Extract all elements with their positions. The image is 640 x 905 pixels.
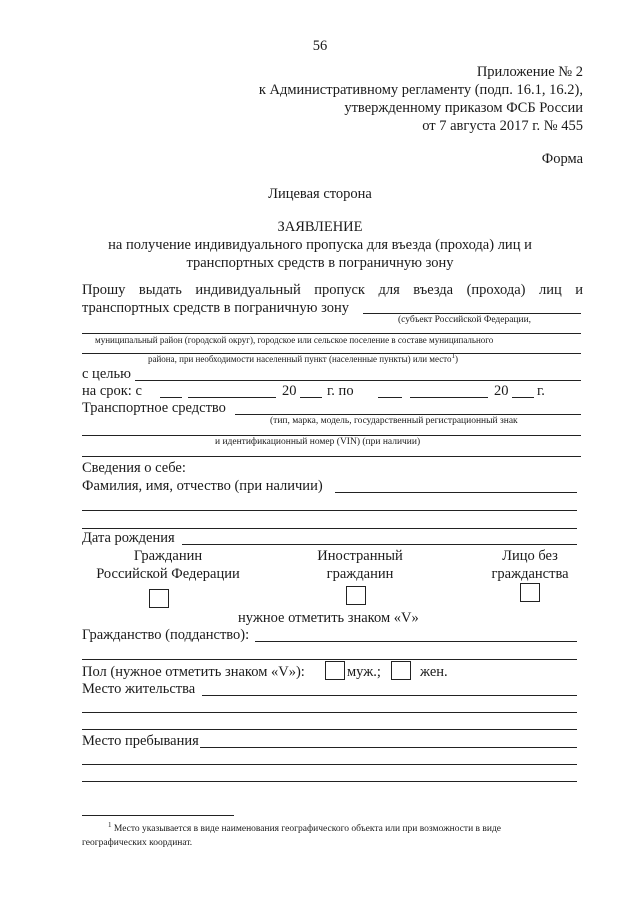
- vehicle-field[interactable]: [235, 414, 581, 415]
- footnote-line-1: $^1$ Место указывается в виде наименования географического объекта или при возможности в виде: [108, 820, 502, 834]
- term-from-year-field[interactable]: [300, 397, 322, 398]
- term-label: на срок: с: [82, 383, 142, 399]
- term-to-label: г. по: [327, 383, 354, 399]
- request-text-line-2: транспортных средств в пограничную зону: [82, 300, 350, 316]
- term-to-year-prefix: 20: [494, 383, 509, 399]
- hint-vehicle: (тип, марка, модель, государственный регистрационный знак: [270, 416, 518, 426]
- stateless-checkbox[interactable]: [520, 583, 540, 602]
- option-foreign-citizen-line-2: гражданин: [326, 566, 394, 582]
- term-to-day-field[interactable]: [378, 397, 402, 398]
- page-number: 56: [312, 38, 328, 54]
- russian-citizen-checkbox[interactable]: [149, 589, 169, 608]
- full-name-field-line-2[interactable]: [82, 510, 577, 511]
- term-from-year-prefix: 20: [282, 383, 297, 399]
- term-to-year-field[interactable]: [512, 397, 534, 398]
- vehicle-label: Транспортное средство: [82, 400, 226, 416]
- residence-field-line-3[interactable]: [82, 729, 577, 730]
- form-label: Форма: [541, 151, 583, 167]
- residence-field-line-2[interactable]: [82, 712, 577, 713]
- term-from-day-field[interactable]: [160, 397, 182, 398]
- option-stateless-line-2: гражданства: [491, 566, 569, 582]
- full-name-label: Фамилия, имя, отчество (при наличии): [82, 478, 323, 494]
- document-title: ЗАЯВЛЕНИЕ: [277, 219, 363, 235]
- residence-field[interactable]: [202, 695, 577, 696]
- hint-subject: (субъект Российской Федерации,: [398, 315, 532, 325]
- vehicle-field-line-3[interactable]: [82, 456, 581, 457]
- option-russian-citizen-line-2: Российской Федерации: [96, 566, 240, 582]
- term-to-year-suffix: г.: [537, 383, 545, 399]
- birth-date-label: Дата рождения: [82, 530, 175, 546]
- appendix-line-1: Приложение № 2: [476, 64, 583, 80]
- citizenship-field-line-2[interactable]: [82, 659, 577, 660]
- full-name-field[interactable]: [335, 492, 577, 493]
- male-checkbox[interactable]: [325, 661, 345, 680]
- term-to-month-field[interactable]: [410, 397, 488, 398]
- female-checkbox[interactable]: [391, 661, 411, 680]
- footnote-divider: [82, 815, 234, 816]
- border-zone-field-line-2[interactable]: [82, 333, 581, 334]
- appendix-line-4: от 7 августа 2017 г. № 455: [422, 118, 583, 134]
- citizenship-field[interactable]: [255, 641, 577, 642]
- birth-date-field[interactable]: [182, 544, 577, 545]
- residence-label: Место жительства: [82, 681, 196, 697]
- mark-hint: нужное отметить знаком «V»: [238, 610, 419, 626]
- hint-vin: и идентификационный номер (VIN) (при наличии): [215, 437, 421, 447]
- foreign-citizen-checkbox[interactable]: [346, 586, 366, 605]
- about-self-heading: Сведения о себе:: [82, 460, 186, 476]
- sex-label: Пол (нужное отметить знаком «V»):: [82, 664, 305, 680]
- option-stateless-line-1: Лицо без: [502, 548, 558, 564]
- stay-field-line-2[interactable]: [82, 764, 577, 765]
- appendix-line-2: к Административному регламенту (подп. 16.1, 16.2),: [258, 82, 583, 98]
- stay-label: Место пребывания: [82, 733, 199, 749]
- citizenship-label: Гражданство (подданство):: [82, 627, 250, 643]
- option-foreign-citizen-line-1: Иностранный: [317, 548, 403, 564]
- purpose-field[interactable]: [135, 380, 581, 381]
- document-subtitle-2: транспортных средств в пограничную зону: [186, 255, 454, 271]
- appendix-line-3: утвержденному приказом ФСБ России: [344, 100, 583, 116]
- female-label: жен.: [420, 664, 448, 680]
- purpose-label: с целью: [82, 366, 131, 382]
- footnote-line-2: географических координат.: [82, 838, 193, 848]
- hint-municipal: муниципальный район (городской округ), городское или сельское поселение в составе муниципального: [95, 335, 494, 345]
- document-subtitle-1: на получение индивидуального пропуска для въезда (прохода) лиц и: [108, 237, 532, 253]
- stay-field-line-3[interactable]: [82, 781, 577, 782]
- stay-field[interactable]: [200, 747, 577, 748]
- request-text-line-1: Прошу выдать индивидуальный пропуск для въезда (прохода) лиц и: [82, 282, 583, 298]
- full-name-field-line-3[interactable]: [82, 528, 577, 529]
- border-zone-field[interactable]: [363, 313, 581, 314]
- option-russian-citizen-line-1: Гражданин: [133, 548, 203, 564]
- hint-district: района, при необходимости населенный пункт (населенные пункты) или место$^1$): [148, 352, 458, 364]
- vehicle-field-line-2[interactable]: [82, 435, 581, 436]
- front-side-label: Лицевая сторона: [268, 186, 372, 202]
- male-label: муж.;: [347, 664, 381, 680]
- term-from-month-field[interactable]: [188, 397, 276, 398]
